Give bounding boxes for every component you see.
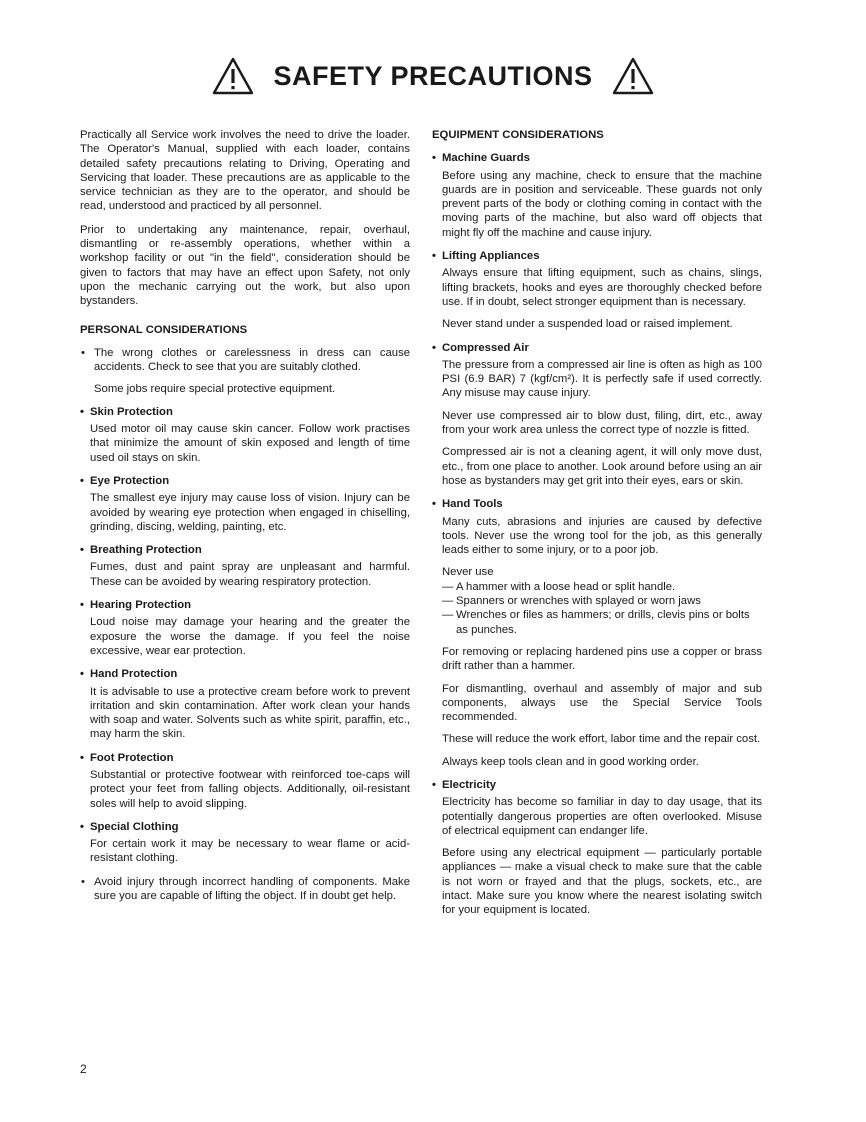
breathing-protection-item: [80, 543, 410, 589]
hearing-protection-title: • Hearing Protection: [80, 598, 410, 612]
hand-tools-title: • Hand Tools: [432, 497, 762, 511]
skin-protection-text: Used motor oil may cause skin cancer. Follow work practises that minimize the amount of skin exposed and length of time used oil stays on skin.: [90, 423, 410, 464]
foot-protection-text: Substantial or protective footwear with reinforced toe-caps will protect your feet from falling objects. Additionally, oil-resistant soles will help to avoid slipping.: [90, 768, 410, 810]
compressed-air-title: • Compressed Air: [432, 341, 762, 355]
intro-paragraph: Prior to undertaking any maintenance, repair, overhaul, dismantling or re-assembly operations, whether within a workshop facility or out "in the field", consideration should be given to factors that may have an effect upon Safety, not only upon the mechanic carrying out the work, but also upon bystanders.: [80, 223, 410, 308]
list-item: — Wrenches or files as hammers; or drills, clevis pins or bolts as punches.: [442, 608, 762, 637]
hand-protection-item: [80, 667, 410, 741]
hand-protection-title: • Hand Protection: [80, 667, 410, 681]
personal-considerations-heading: PERSONAL CONSIDERATIONS: [80, 323, 248, 336]
special-clothing-title: • Special Clothing: [80, 820, 410, 834]
electricity-text: Before using any electrical equipment — particularly portable appliances — make a visual check to make sure that the cable is not worn or frayed and that the plugs, sockets, etc., are intact. Make sure you know where the nearest isolating switch for your equipment is located.: [442, 847, 762, 917]
special-clothing-text: For certain work it may be necessary to wear flame or acid-resistant clothing.: [90, 838, 410, 865]
lifting-appliances-title: • Lifting Appliances: [432, 249, 762, 263]
page-title: SAFETY PRECAUTIONS: [273, 60, 593, 91]
foot-protection-title: • Foot Protection: [80, 751, 410, 765]
electricity-text: Electricity has become so familiar in day to day usage, that its potentially dangerous properties are often overlooked. Misuse of electrical equipment can endanger life.: [442, 796, 762, 837]
compressed-air-text: Never use compressed air to blow dust, filing, dirt, etc., away from your work area unless the correct type of nozzle is fitted.: [442, 409, 762, 437]
skin-protection-title: • Skin Protection: [80, 405, 410, 419]
hand-tools-item: [432, 497, 762, 769]
machine-guards-item: [432, 151, 762, 240]
breathing-protection-text: Fumes, dust and paint spray are unpleasant and harmful. These can be avoided by wearing respiratory protection.: [90, 561, 410, 588]
electricity-item: [432, 778, 762, 918]
eye-protection-title: • Eye Protection: [80, 474, 410, 488]
list-item: — Spanners or wrenches with splayed or worn jaws: [442, 594, 762, 608]
lifting-appliances-text: Always ensure that lifting equipment, such as chains, slings, lifting brackets, hooks and eyes are thoroughly checked before use. If in doubt, select stronger equipment than is necessary.: [442, 267, 762, 308]
compressed-air-text: The pressure from a compressed air line is often as high as 100 PSI (6.9 BAR) 7 (kgf/cm²). It is perfectly safe if used correctly. Any misuse may cause injury.: [442, 358, 762, 400]
warning-triangle-icon: [611, 56, 655, 96]
electricity-title: • Electricity: [432, 778, 762, 792]
hand-protection-text: It is advisable to use a protective cream before work to prevent irritation and skin contamination. After work clean your hands with soap and water. Solvents such as white spirit, paraffin, etc., may harm the skin.: [90, 685, 410, 741]
machine-guards-title: • Machine Guards: [432, 151, 762, 165]
hand-tools-text: Always keep tools clean and in good working order.: [442, 755, 699, 768]
compressed-air-item: [432, 341, 762, 489]
hearing-protection-item: [80, 598, 410, 658]
warning-triangle-icon: [211, 56, 255, 96]
clothes-sub-text: Some jobs require special protective equipment.: [94, 383, 336, 396]
machine-guards-text: Before using any machine, check to ensure that the machine guards are in position and serviceable. These guards not only prevent parts of the body or clothing coming in contact with the moving parts of the machine, but also ward off objects that might fly off the machine and cause injury.: [442, 169, 762, 239]
clothes-bullet: • The wrong clothes or carelessness in dress can cause accidents. Check to see that you are suitably clothed.: [80, 346, 410, 375]
foot-protection-item: [80, 751, 410, 811]
breathing-protection-title: • Breathing Protection: [80, 543, 410, 557]
hand-tools-text: For removing or replacing hardened pins use a copper or brass drift rather than a hammer.: [442, 645, 762, 673]
lifting-appliances-item: [432, 249, 762, 331]
never-use-label: Never use: [442, 566, 494, 579]
special-clothing-item: [80, 820, 410, 866]
page-number: 2: [80, 1062, 87, 1076]
eye-protection-text: The smallest eye injury may cause loss of vision. Injury can be avoided by wearing eye protection when engaged in chiselling, grinding, discing, welding, painting, etc.: [90, 492, 410, 533]
eye-protection-item: [80, 474, 410, 534]
hand-tools-text: Many cuts, abrasions and injuries are caused by defective tools. Never use the wrong tool for the job, as this generally leads either to some injury, or to a poor job.: [442, 515, 762, 557]
skin-protection-item: [80, 405, 410, 465]
hand-tools-text: These will reduce the work effort, labor time and the repair cost.: [442, 733, 761, 746]
list-item: — A hammer with a loose head or split handle.: [442, 580, 762, 594]
avoid-injury-bullet: • Avoid injury through incorrect handling of components. Make sure you are capable of lifting the object. If in doubt get help.: [80, 875, 410, 904]
left-column: [80, 128, 410, 911]
right-column: [432, 128, 762, 927]
lifting-appliances-text: Never stand under a suspended load or raised implement.: [442, 318, 733, 331]
hearing-protection-text: Loud noise may damage your hearing and the greater the exposure the worse the damage. If you feel the noise excessive, wear ear protection.: [90, 616, 410, 657]
page-header: [0, 56, 866, 96]
equipment-considerations-heading: EQUIPMENT CONSIDERATIONS: [432, 129, 604, 141]
compressed-air-text: Compressed air is not a cleaning agent, it will only move dust, etc., from one place to another. Look around before using an air hose as bystanders may get grit into their eyes, ears or skin.: [442, 446, 762, 487]
never-use-list: [442, 580, 762, 637]
intro-paragraph: Practically all Service work involves the need to drive the loader. The Operator's Manual, supplied with each loader, contains detailed safety precautions relating to Driving, Operating and Servicing that loader. These precautions are as applicable to the service technician as they are to the operator, and should be read, understood and practiced by all personnel.: [80, 129, 410, 213]
hand-tools-text: For dismantling, overhaul and assembly of major and sub components, always use the Special Service Tools recommended.: [442, 682, 762, 724]
